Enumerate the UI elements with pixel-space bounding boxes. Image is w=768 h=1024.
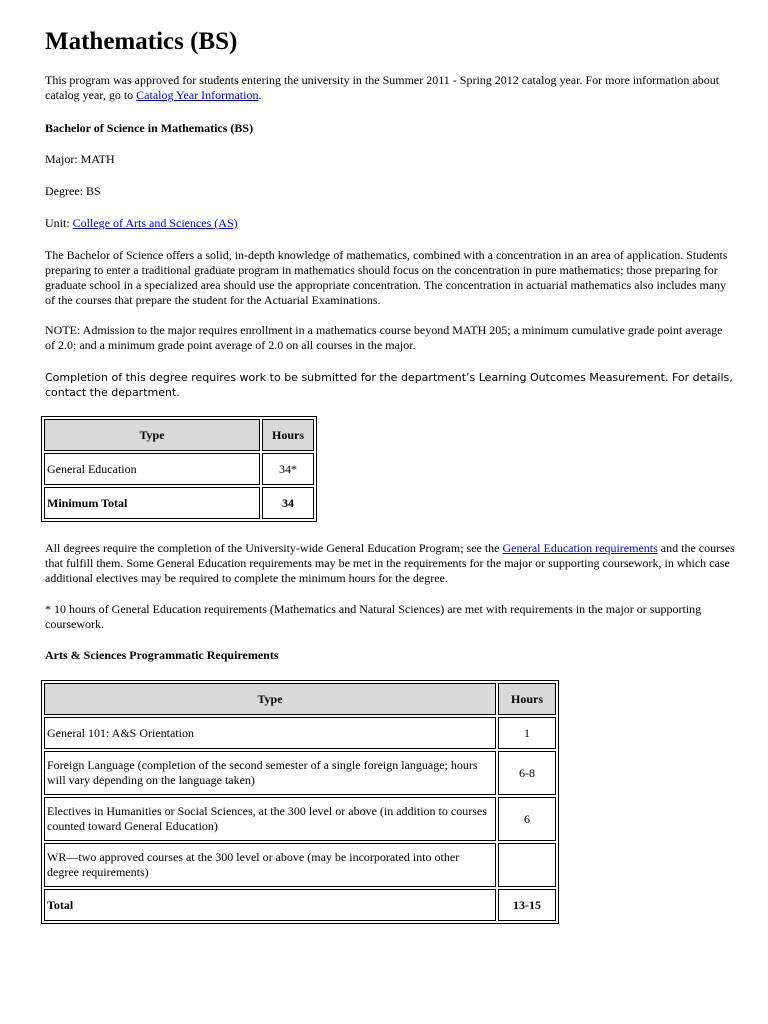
gen-ed-requirements-link[interactable]: General Education requirements <box>502 541 658 555</box>
cell-hours <box>498 889 556 921</box>
cell-hours <box>498 843 556 887</box>
gen-ed-table <box>41 416 317 522</box>
column-header-hours: Hours <box>262 419 314 451</box>
table-row <box>44 751 556 795</box>
as-requirements-table <box>41 680 559 924</box>
total-label: Minimum Total <box>47 495 128 510</box>
cell-type: General Education <box>44 453 260 485</box>
table-row <box>44 889 556 921</box>
total-value: 34 <box>282 495 294 510</box>
table-header-row <box>44 683 556 715</box>
completion-note <box>45 370 735 400</box>
table-header-row <box>44 419 314 451</box>
cell-hours: 6 <box>498 797 556 841</box>
table-row <box>44 717 556 749</box>
unit-line <box>45 216 735 231</box>
table-row <box>44 797 556 841</box>
as-heading <box>45 648 735 663</box>
degree-heading <box>45 121 735 136</box>
cell-hours <box>262 487 314 519</box>
intro-paragraph <box>45 73 735 103</box>
intro-text: This program was approved for students entering the university in the Summer 2011 - Spring 2012 catalog year. For more information about catalog year, go to <box>45 73 720 102</box>
degree-heading-text: Bachelor of Science in Mathematics (BS) <box>45 121 254 135</box>
gen-ed-text-after: and the courses that fulfill them. Some General Education requirements may be met in the requirements for the major or supporting coursework, in which case additional electives may be required to complete the minimum hours for the degree. <box>45 541 735 585</box>
table-row <box>44 487 314 519</box>
cell-type: Foreign Language (completion of the second semester of a single foreign language; hours will vary depending on the language taken) <box>44 751 496 795</box>
cell-type <box>44 889 496 921</box>
college-link[interactable]: College of Arts and Sciences (AS) <box>72 216 238 230</box>
gen-ed-text-before: All degrees require the completion of the University-wide General Education Program; see the <box>45 541 503 555</box>
table-row <box>44 453 314 485</box>
major-line: Major: MATH <box>45 152 115 166</box>
cell-hours: 6-8 <box>498 751 556 795</box>
cell-hours: 34* <box>262 453 314 485</box>
footnote: * 10 hours of General Education requirements (Mathematics and Natural Sciences) are met with requirements in the major or supporting coursework. <box>45 602 702 631</box>
catalog-year-link[interactable]: Catalog Year Information <box>136 88 259 102</box>
completion-note-text: Completion of this degree requires work to be submitted for the department’s Learning Outcomes Measurement. For details, contact the department. <box>45 371 733 399</box>
column-header-type: Type <box>44 683 496 715</box>
note-paragraph: NOTE: Admission to the major requires enrollment in a mathematics course beyond MATH 205; a minimum cumulative grade point average of 2.0; and a minimum grade point average of 2.0 on all courses in the major. <box>45 323 723 352</box>
table-row <box>44 843 556 887</box>
description-paragraph: The Bachelor of Science offers a solid, in-depth knowledge of mathematics, combined with a concentration in an area of application. Students preparing to enter a traditional graduate program in mathematics should focus on the concentration in pure mathematics; those preparing for graduate school in a specialized area should use the appropriate concentration. The concentration in actuarial mathematics also includes many of the courses that prepare the student for the Actuarial Examinations. <box>45 248 728 307</box>
total-label: Total <box>47 897 74 912</box>
column-header-hours: Hours <box>498 683 556 715</box>
column-header-type: Type <box>44 419 260 451</box>
cell-type: General 101: A&S Orientation <box>44 717 496 749</box>
degree-line: Degree: BS <box>45 184 101 198</box>
cell-type: WR—two approved courses at the 300 level or above (may be incorporated into other degree requirements) <box>44 843 496 887</box>
page-title: Mathematics (BS) <box>45 28 238 55</box>
intro-end: . <box>258 88 262 102</box>
unit-label: Unit: <box>45 216 73 230</box>
total-value: 13-15 <box>513 897 541 912</box>
cell-type: Electives in Humanities or Social Sciences, at the 300 level or above (in addition to courses counted toward General Education) <box>44 797 496 841</box>
cell-hours: 1 <box>498 717 556 749</box>
as-heading-text: Arts & Sciences Programmatic Requirements <box>45 648 279 662</box>
gen-ed-paragraph <box>45 541 735 586</box>
cell-type <box>44 487 260 519</box>
